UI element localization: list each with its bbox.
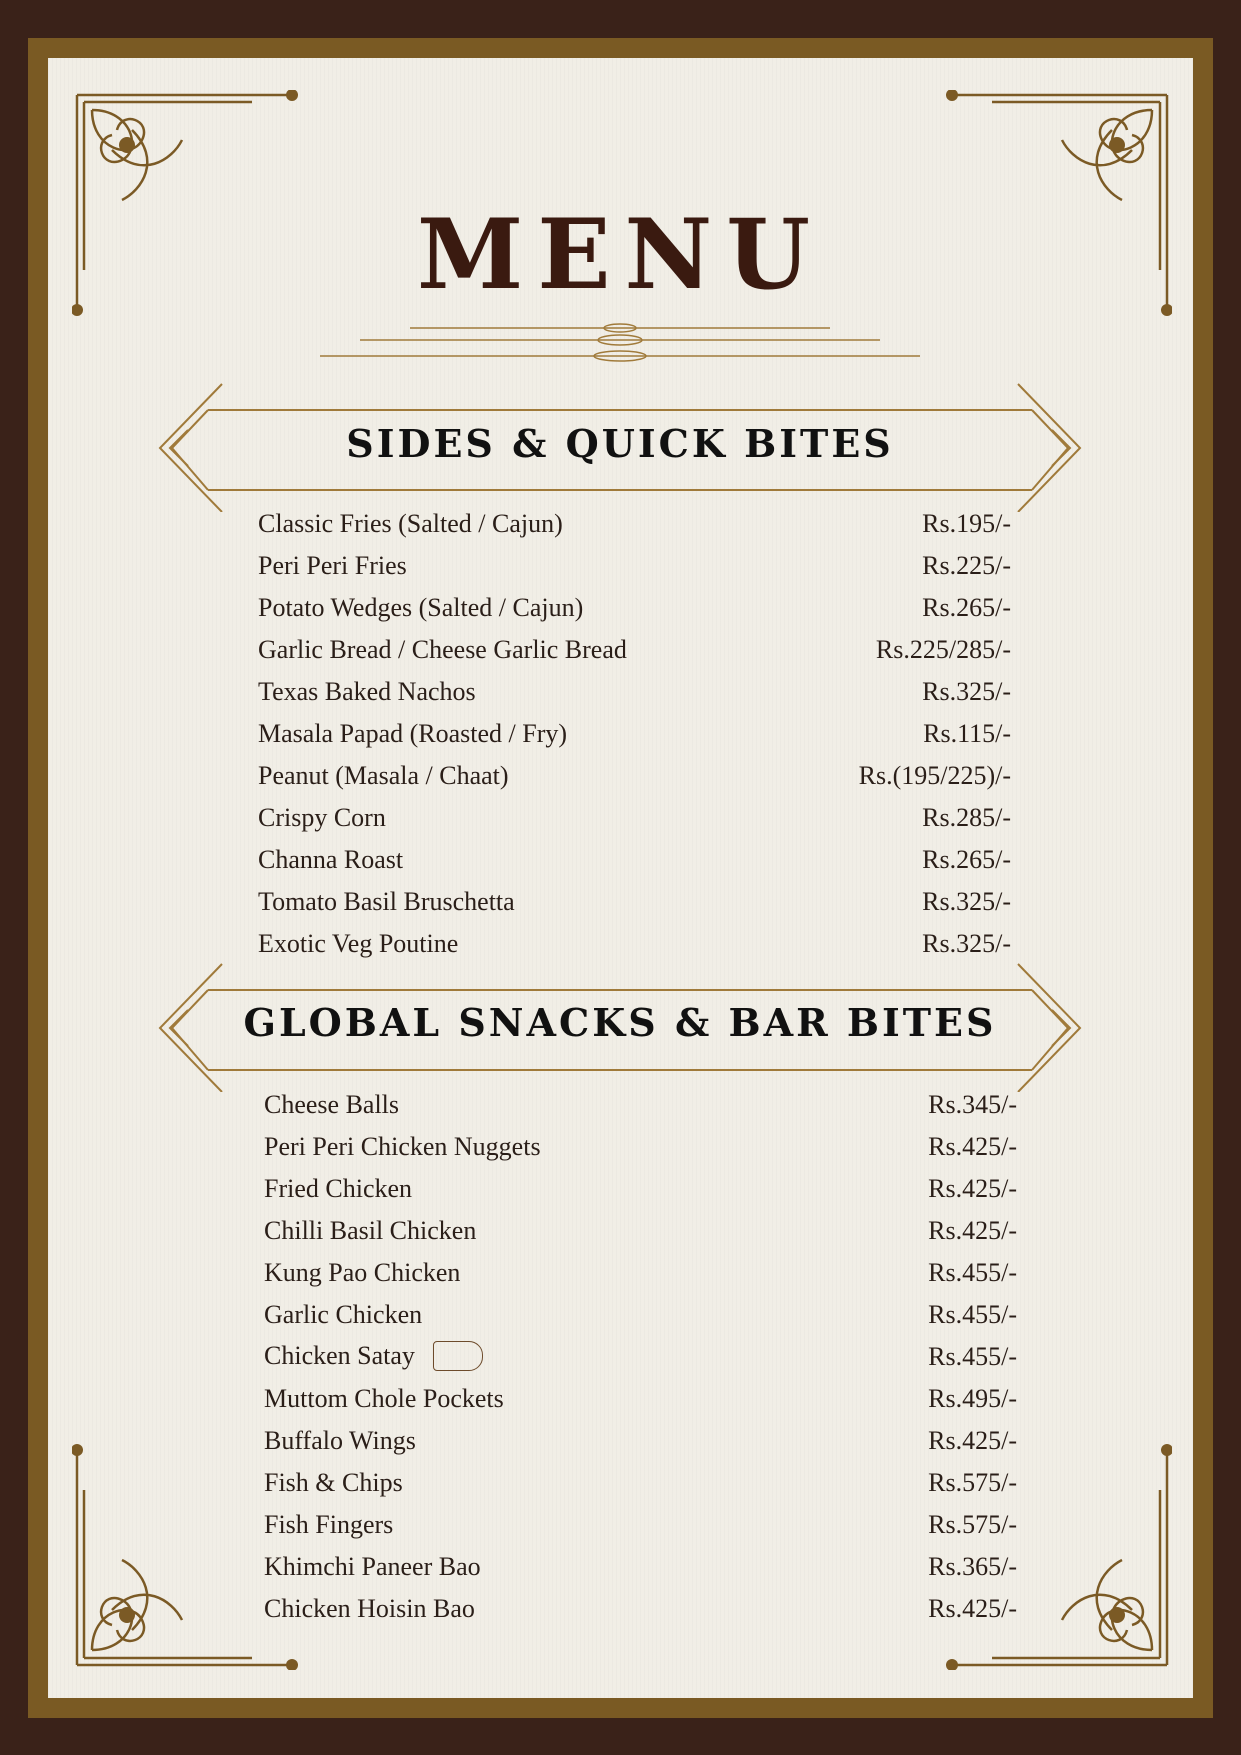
item-price: Rs.115/- <box>923 719 1011 748</box>
item-name: Peri Peri Chicken Nuggets <box>264 1132 541 1161</box>
item-price: Rs.455/- <box>928 1258 1017 1287</box>
item-name: Potato Wedges (Salted / Cajun) <box>258 593 584 622</box>
item-price: Rs.575/- <box>928 1468 1017 1497</box>
menu-item <box>258 503 1011 545</box>
item-name: Crispy Corn <box>258 803 386 832</box>
item-name-with-badge <box>264 1341 483 1373</box>
item-price: Rs.365/- <box>928 1552 1017 1581</box>
item-name: Peanut (Masala / Chaat) <box>258 761 509 790</box>
item-price: Rs.425/- <box>928 1594 1017 1623</box>
item-price: Rs.225/285/- <box>875 635 1011 664</box>
item-price: Rs.325/- <box>922 887 1011 916</box>
menu-item <box>264 1504 1017 1546</box>
item-price: Rs.495/- <box>928 1384 1017 1413</box>
item-name: Muttom Chole Pockets <box>264 1384 504 1413</box>
item-price: Rs.425/- <box>928 1426 1017 1455</box>
item-name: Texas Baked Nachos <box>258 677 476 706</box>
item-name: Tomato Basil Bruschetta <box>258 887 515 916</box>
item-price: Rs.(195/225)/- <box>858 761 1011 790</box>
menu-item <box>264 1126 1017 1168</box>
item-name: Garlic Chicken <box>264 1300 423 1329</box>
menu-item <box>258 671 1011 713</box>
menu-item <box>258 587 1011 629</box>
menu-item <box>258 713 1011 755</box>
menu-item <box>264 1210 1017 1252</box>
item-name: Buffalo Wings <box>264 1426 416 1455</box>
logo-badge-icon <box>433 1341 483 1371</box>
menu-item <box>264 1420 1017 1462</box>
item-name: Peri Peri Fries <box>258 551 407 580</box>
item-price: Rs.325/- <box>922 929 1011 958</box>
item-name: Kung Pao Chicken <box>264 1258 461 1287</box>
item-name: Cheese Balls <box>264 1090 400 1119</box>
item-price: Rs.575/- <box>928 1510 1017 1539</box>
item-price: Rs.455/- <box>928 1300 1017 1329</box>
item-name: Fish Fingers <box>264 1510 394 1539</box>
item-name: Exotic Veg Poutine <box>258 929 459 958</box>
section-items-sides <box>258 503 1011 965</box>
menu-item <box>258 839 1011 881</box>
item-name: Channa Roast <box>258 845 404 874</box>
item-name: Masala Papad (Roasted / Fry) <box>258 719 568 748</box>
item-price: Rs.225/- <box>922 551 1011 580</box>
menu-item <box>264 1462 1017 1504</box>
menu-item <box>264 1588 1017 1630</box>
item-name: Chicken Hoisin Bao <box>264 1594 475 1623</box>
item-name: Khimchi Paneer Bao <box>264 1552 481 1581</box>
item-price: Rs.265/- <box>922 845 1011 874</box>
menu-item <box>264 1378 1017 1420</box>
item-name: Garlic Bread / Cheese Garlic Bread <box>258 635 627 664</box>
menu-item <box>258 545 1011 587</box>
menu-item <box>264 1252 1017 1294</box>
item-name: Fried Chicken <box>264 1174 413 1203</box>
item-name: Chilli Basil Chicken <box>264 1216 477 1245</box>
menu-item <box>264 1168 1017 1210</box>
menu-item <box>258 797 1011 839</box>
section-title-global: GLOBAL SNACKS & BAR BITES <box>243 1000 997 1045</box>
item-name: Classic Fries (Salted / Cajun) <box>258 509 563 538</box>
item-price: Rs.455/- <box>928 1342 1017 1371</box>
menu-item <box>258 755 1011 797</box>
item-price: Rs.195/- <box>922 509 1011 538</box>
item-price: Rs.265/- <box>922 593 1011 622</box>
menu-item <box>264 1294 1017 1336</box>
menu-item <box>258 923 1011 965</box>
item-price: Rs.325/- <box>922 677 1011 706</box>
item-name: Fish & Chips <box>264 1468 403 1497</box>
item-price: Rs.425/- <box>928 1174 1017 1203</box>
item-price: Rs.425/- <box>928 1216 1017 1245</box>
item-price: Rs.425/- <box>928 1132 1017 1161</box>
item-price: Rs.345/- <box>928 1090 1017 1119</box>
item-name: Chicken Satay <box>264 1340 415 1370</box>
menu-item <box>258 881 1011 923</box>
section-title-sides: SIDES & QUICK BITES <box>346 421 894 466</box>
section-items-global <box>264 1084 1017 1630</box>
menu-item <box>264 1336 1017 1378</box>
menu-title: MENU <box>417 198 824 311</box>
item-price: Rs.285/- <box>922 803 1011 832</box>
title-divider-flourish-icon <box>320 320 920 366</box>
menu-item <box>258 629 1011 671</box>
menu-item <box>264 1084 1017 1126</box>
menu-item <box>264 1546 1017 1588</box>
